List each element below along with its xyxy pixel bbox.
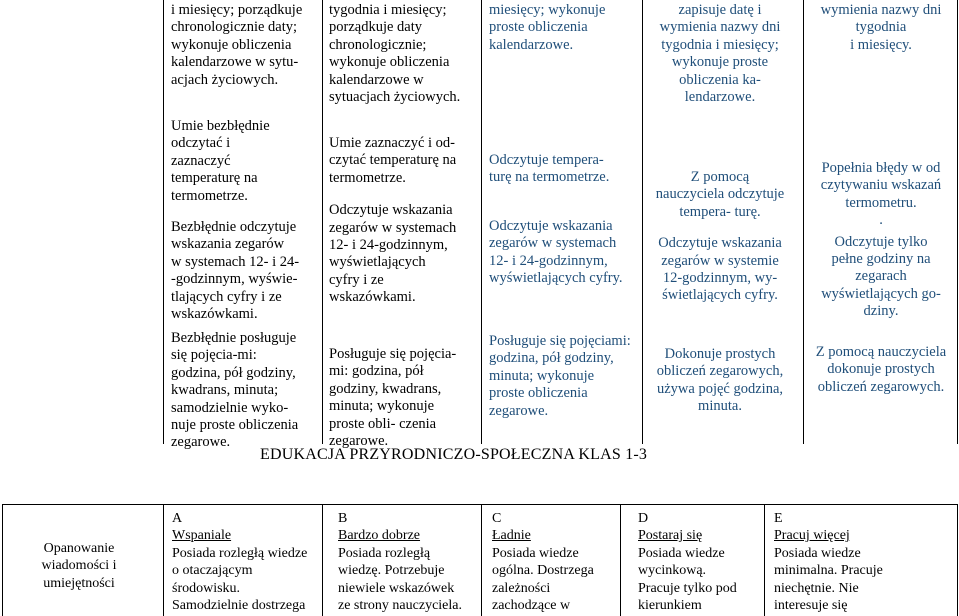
- grade-name: Wspaniale: [172, 528, 232, 544]
- grade-name: Bardzo dobrze: [338, 528, 421, 544]
- cell-text: wymienia nazwy dni tygodnia i miesięcy.: [820, 2, 942, 53]
- cell-dates-a: [171, 2, 321, 89]
- lower-table-border: [2, 504, 3, 616]
- lower-table-divider: [322, 504, 323, 616]
- upper-table-border: [163, 0, 164, 444]
- cell-text: Odczytuje tempera- turę na termometrze.: [489, 152, 610, 186]
- cell-temperature-e: [811, 160, 951, 321]
- cell-clock-d: [650, 346, 790, 416]
- cell-clock-b: [329, 346, 481, 450]
- grade-name: Postaraj się: [638, 528, 703, 544]
- cell-temperature-d: [650, 169, 790, 305]
- cell-text: zapisuje datę i wymienia nazwy dni tygodnia i miesięcy; wykonuje proste obliczenia ka- lendarzowe.: [659, 2, 781, 106]
- row-label: Opanowanie wiadomości i umiejętności: [41, 541, 117, 591]
- upper-table-divider: [642, 0, 643, 444]
- cell-text: Odczytuje wskazania zegarów w systemach 12- i 24-godzinnym, wyświetlających cyfry i ze wskazówkami.: [329, 202, 457, 306]
- cell-text: Odczytuje tylko pełne godziny na zegarach wyświetlających go- dziny.: [821, 233, 941, 320]
- cell-text: i miesięcy; porządkuje chronologicznie daty; wykonuje obliczenia kalendarzowe w sytu- acjach życiowych.: [171, 2, 303, 88]
- cell-text: Bezbłędnie posługuje się pojęcia-mi: godzina, pół godziny, kwadrans, minuta; samodzielnie wyko- nuje proste obliczenia zegarowe.: [171, 330, 299, 451]
- grade-letter: E: [774, 511, 783, 526]
- grade-column-c: [492, 510, 618, 614]
- grade-description: Posiada rozległą wiedzę. Potrzebuje niewiele wskazówek ze strony nauczyciela.: [338, 545, 462, 614]
- upper-table-divider: [803, 0, 804, 444]
- cell-temperature-a: [171, 118, 321, 323]
- grade-name: Ładnie: [492, 528, 531, 544]
- cell-text: Posługuje się pojęciami: godzina, pół godziny, minuta; wykonuje proste obliczenia zegarowe.: [489, 333, 631, 419]
- cell-text: Bezbłędnie odczytuje wskazania zegarów w systemach 12- i 24- -godzinnym, wyświe- tlających cyfry i ze wskazówkami.: [171, 219, 300, 323]
- upper-table-border: [957, 0, 958, 444]
- upper-table-divider: [481, 0, 482, 444]
- upper-table-divider: [322, 0, 323, 444]
- lower-table-divider: [620, 504, 621, 616]
- cell-dates-d: [650, 2, 790, 106]
- grade-description: Posiada wiedze ogólna. Dostrzega zależności zachodzące w: [492, 545, 594, 614]
- cell-dates-c: [489, 2, 637, 54]
- grade-name: Pracuj więcej: [774, 528, 850, 544]
- cell-text: Z pomocą nauczyciela odczytuje tempera- turę.: [655, 169, 785, 220]
- grade-description: Posiada wiedze wycinkową. Pracuje tylko pod kierunkiem: [638, 545, 737, 614]
- cell-clock-e: [811, 344, 951, 396]
- lower-table-border: [2, 504, 957, 505]
- lower-table-border: [957, 504, 958, 616]
- cell-dates-b: [329, 2, 481, 106]
- cell-text: Dokonuje prostych obliczeń zegarowych, używa pojęć godzina, minuta.: [656, 346, 784, 415]
- grade-column-b: [338, 510, 480, 614]
- cell-text: Umie zaznaczyć i od- czytać temperaturę na termometrze.: [329, 135, 457, 186]
- cell-clock-c: [489, 333, 637, 420]
- grade-column-e: [774, 510, 954, 614]
- cell-text: miesięcy; wykonuje proste obliczenia kalendarzowe.: [489, 2, 606, 53]
- grade-column-a: [172, 510, 320, 614]
- cell-text: Odczytuje wskazania zegarów w systemach 12- i 24-godzinnym, wyświetlających cyfry.: [489, 217, 623, 287]
- cell-clock-a: [171, 330, 321, 452]
- grade-letter: A: [172, 511, 183, 526]
- grade-letter: C: [492, 511, 502, 526]
- section-title: EDUKACJA PRZYRODNICZO-SPOŁECZNA KLAS 1-3: [260, 446, 648, 463]
- grade-description: Posiada wiedze minimalna. Pracuje niechętnie. Nie interesuje się: [774, 545, 883, 614]
- cell-dates-e: [811, 2, 951, 54]
- cell-temperature-c: [489, 152, 637, 287]
- cell-text: Popełnia błędy w od czytywaniu wskazań termometru. .: [820, 160, 942, 229]
- cell-temperature-b: [329, 135, 481, 307]
- cell-text: tygodnia i miesięcy; porządkuje daty chronologicznie; wykonuje obliczenia kalendarzowe w sytuacjach życiowych.: [329, 2, 461, 106]
- lower-table-divider: [481, 504, 482, 616]
- cell-text: Z pomocą nauczyciela dokonuje prostych obliczeń zegarowych.: [815, 344, 947, 395]
- cell-text: Umie bezbłędnie odczytać i zaznaczyć temperaturę na termometrze.: [171, 118, 270, 204]
- lower-table-divider: [163, 504, 164, 616]
- lower-table-divider: [764, 504, 765, 616]
- grade-letter: D: [638, 511, 649, 526]
- cell-text: Posługuje się pojęcia- mi: godzina, pół godziny, kwadrans, minuta; wykonuje proste obli- czenia zegarowe.: [329, 346, 457, 450]
- grade-letter: B: [338, 511, 348, 526]
- grade-description: Posiada rozległą wiedze o otaczającym środowisku. Samodzielnie dostrzega: [172, 545, 308, 614]
- grade-column-d: [638, 510, 762, 614]
- cell-text: Odczytuje wskazania zegarów w systemie 12-godzinnym, wy- świetlających cyfry.: [658, 235, 782, 304]
